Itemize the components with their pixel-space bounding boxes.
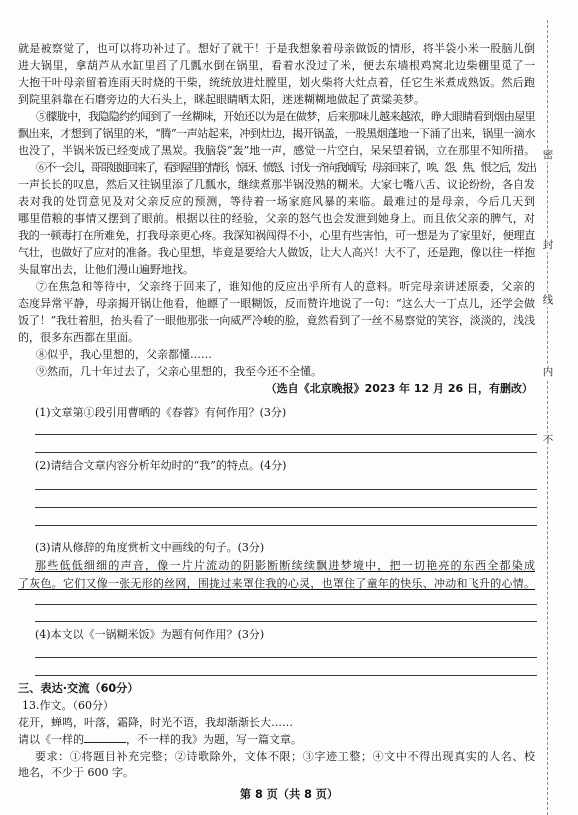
writing-requirements: 要求：①将题目补充完整；②诗歌除外，文体不限；③字迹工整；④文中不得出现真实的人名、校 [35, 750, 535, 763]
passage-line: 大抱干叶母亲留着连雨天时烧的干柴，统统放进灶膛里，划火柴将大灶点着，任它生米煮成熟饭。然后跑 [18, 76, 535, 89]
writing-prompt [18, 731, 535, 748]
answer-line [35, 621, 537, 622]
question-4: (4)本文以《一锅糊米饭》为题有何作用？(3分) [35, 628, 265, 641]
answer-line [35, 675, 537, 676]
question-3: (3)请从修辞的角度赏析文中画线的句子。(3分) [35, 541, 265, 554]
passage-line: ⑤朦胧中，我隐隐约约闻到了一丝糊味，开始还以为是在做梦，后来那味儿越来越浓，睁大眼睛看到烟由屋里 [36, 110, 535, 123]
passage-line: 哪里借粮的事情又摆到了眼前。根据以往的经验，父亲的怒气也会发泄到她身上。而且依父亲的脾气，对 [18, 212, 535, 225]
passage-paragraph [18, 278, 535, 346]
binding-margin-char: 密 [542, 149, 554, 161]
writing-requirements-cont: 地名，不少于 600 字。 [18, 766, 134, 779]
answer-line [35, 525, 537, 526]
binding-margin-char: 内 [542, 366, 554, 378]
passage-paragraphs [18, 40, 535, 380]
section-title: 三、表达·交流（60分） [18, 682, 139, 695]
binding-margin-char: 线 [542, 294, 554, 306]
reading-passage [18, 40, 535, 397]
writing-task-title: 13.作文。（60分） [22, 699, 114, 712]
passage-line: 我的一顿毒打在所难免，打我母亲更心疼。我深知祸闯得不小，心里有些害怕，可一想是为了家里好，便理直 [18, 229, 535, 242]
passage-line: 饭了！”我壮着胆，抬头看了一眼他那张一向威严冷峻的脸，竟然看到了一丝不易察觉的笑容，淡淡的，浅浅 [18, 314, 535, 327]
underlined-quote-line: 那些低低细细的声音，像一片片流动的阴影断断续续飘进梦境中，把一切艳亮的东西全都染成 [35, 559, 535, 572]
question-2: (2)请结合文章内容分析年幼时的“我”的特点。(4分) [35, 459, 287, 472]
passage-paragraph [18, 346, 535, 363]
passage-line: 进大锅里，拿葫芦从水缸里舀了几瓢水倒在锅里，看着水没过了米，便去东墙根鸡窝北边柴棚里觅了一 [18, 59, 535, 72]
passage-line: ⑨然而，几十年过去了，父亲心里想的，我至今还不全懂。 [36, 365, 322, 378]
binding-margin-char: 不 [542, 434, 554, 446]
passage-line: 表对我的处罚意见及对父亲反应的预测，等待着一场家庭风暴的来临。最难过的是母亲，今后几天到 [18, 195, 535, 208]
passage-line: 到院里斜靠在石磨旁边的大石头上，眯起眼睛晒太阳，迷迷糊糊地做起了黄粱美梦。 [18, 93, 425, 106]
answer-line [35, 604, 537, 605]
passage-line: 飘出来，才想到了锅里的米，“腾”一声站起来，冲到灶边，揭开锅盖，一股黑烟蓬地一下涌了出来，锅里一滴水 [18, 127, 535, 140]
underlined-quote-line: 了灰色。它们又像一张无形的丝网，围拢过来罩住我的心灵，也罩住了童年的快乐、冲动和飞升的心情。 [18, 577, 535, 590]
passage-source: （选自《北京晚报》2023 年 12 月 26 日，有删改） [265, 382, 533, 395]
passage-paragraph [18, 40, 535, 108]
passage-line: 一声长长的叹息，然后又往锅里添了几瓢水，继续煮那半锅没熟的糊米。大家七嘴八舌、议论纷纷，各自发 [18, 178, 535, 191]
passage-line: 也没了，半锅米饭已经变成了黑炭。我脑袋“轰”地一声，感觉一片空白，呆呆望着锅，立在那里不知所措。 [18, 144, 536, 157]
title-blank [84, 731, 126, 743]
passage-line: ⑥不一会儿，哥哥姐姐回来了，看到屋里的情形，惊讶、愤怒、讨伐一齐向我倾泻；母亲回来了，唉、怨、焦、恨之后，发出 [36, 161, 535, 174]
answer-line [35, 489, 537, 490]
passage-line: ⑧似乎，我心里想的，父亲都懂…… [36, 348, 212, 361]
writing-lead: 花开，蝉鸣，叶落，霜降，时光不语，我却渐渐长大…… [18, 716, 293, 729]
passage-line: 就是被察觉了，也可以将功补过了。想好了就干！于是我想象着母亲做饭的情形，将半袋小米一股脑儿倒 [18, 42, 535, 55]
answer-line [35, 507, 537, 508]
binding-margin-dashed-line [542, 20, 554, 815]
passage-paragraph [18, 108, 535, 159]
passage-line: 的，很多东西都在里面。 [18, 331, 139, 344]
answer-line [35, 657, 537, 658]
binding-margin-char: 封 [542, 239, 554, 251]
writing-prompt-before: 请以《一样的 [18, 733, 84, 746]
passage-line: ⑦在焦急和等待中，父亲终于回来了，谁知他的反应出乎所有人的意料。听完母亲讲述原委，父亲的 [36, 280, 535, 293]
passage-line: 态度异常平静，母亲揭开锅让他看，他瞟了一眼糊饭，反而赞许地说了一句：“这么大一丁点儿，还学会做 [18, 297, 535, 310]
passage-paragraph [18, 159, 535, 278]
answer-line [35, 452, 537, 453]
passage-paragraph [18, 363, 535, 380]
passage-line: 气壮，也做好了应对的准备。我心里想，毕竟是要给大人做饭，让大人高兴！大不了，还是跑，像以往一样抱 [18, 246, 535, 259]
question-1: (1)文章第①段引用曹晒的《春蓉》有何作用？(3分) [35, 406, 287, 419]
passage-line: 头鼠窜出去，让他们漫山遍野地找。 [18, 263, 194, 276]
page-number: 第 8 页（共 8 页） [239, 788, 339, 801]
answer-line [35, 434, 537, 435]
writing-prompt-after: ，不一样的我》为题，写一篇文章。 [126, 733, 302, 746]
